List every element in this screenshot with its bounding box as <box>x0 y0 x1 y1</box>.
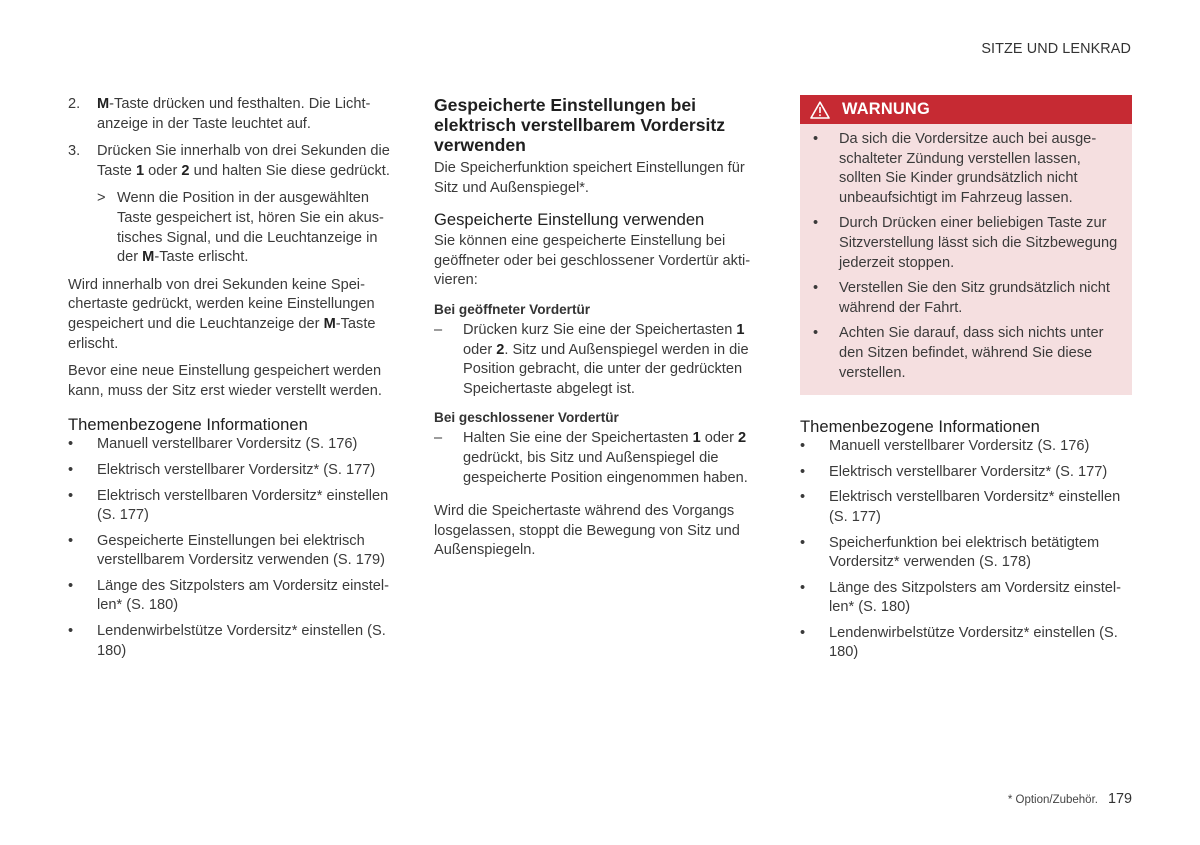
key-1-label: 1 <box>692 430 701 447</box>
key-2-label: 2 <box>738 430 747 447</box>
related-link-text: Länge des Sitzpolsters am Vordersitz einstellen* (S. 180) <box>829 579 1122 616</box>
warning-text: Verstellen Sie den Sitz grundsätzlich nicht während der Fahrt. <box>839 280 1110 316</box>
bullet-icon: • <box>68 487 74 504</box>
instruction-item <box>434 429 769 488</box>
step-number: 2. <box>68 96 81 112</box>
bullet-icon: • <box>800 534 806 551</box>
instruction-text: Drücken kurz Sie eine der Speichertasten <box>463 321 737 338</box>
related-link[interactable] <box>800 437 1132 457</box>
paragraph: Sie können eine gespeicherte Einstellung bei geöffneter oder bei geschlossener Vordertür aktivieren: <box>434 233 751 289</box>
instruction-text: oder <box>463 341 497 358</box>
bullet-icon: • <box>813 280 819 297</box>
related-link[interactable] <box>68 577 402 616</box>
warning-text: Achten Sie darauf, dass sich nichts unter den Sitzen befindet, während Sie diese verstellen. <box>839 325 1104 381</box>
instruction-text: Halten Sie eine der Speichertasten <box>463 430 693 447</box>
warning-item <box>810 214 1124 273</box>
related-list <box>800 437 1132 663</box>
related-link-text: Länge des Sitzpolsters am Vordersitz einstellen* (S. 180) <box>97 577 390 614</box>
warning-text: Durch Drücken einer beliebigen Taste zur Sitzverstellung lässt sich die Sitzbewegung jederzeit stoppen. <box>839 215 1118 271</box>
related-link-text: Elektrisch verstellbaren Vordersitz* einstellen (S. 177) <box>829 489 1121 525</box>
related-link-text: Manuell verstellbarer Vordersitz (S. 176) <box>829 438 1090 455</box>
key-2-label: 2 <box>496 341 505 358</box>
related-link-text: Elektrisch verstellbaren Vordersitz* einstellen (S. 177) <box>97 487 389 524</box>
related-link[interactable] <box>68 435 402 455</box>
related-link[interactable] <box>68 461 402 481</box>
related-link[interactable] <box>68 532 402 571</box>
step-result <box>97 189 402 267</box>
bullet-icon: • <box>68 461 74 478</box>
step-2 <box>68 95 402 134</box>
key-1-label: 1 <box>135 162 145 179</box>
subsection-heading: Gespeicherte Einstellung verwenden <box>434 210 705 230</box>
instruction-text: . Sitz und Außenspiegel werden in die Position gebracht, die unter der gedrückten Speichertaste abgelegt ist. <box>463 341 749 397</box>
result-arrow: > <box>97 190 106 207</box>
m-key-label: M <box>323 315 336 332</box>
step-text: oder <box>144 162 182 179</box>
closed-door-heading: Bei geschlossener Vordertür <box>434 410 619 426</box>
m-key-label: M <box>142 249 155 266</box>
related-link[interactable] <box>800 534 1132 573</box>
bullet-icon: • <box>800 624 806 641</box>
step-3 <box>68 142 402 181</box>
key-2-label: 2 <box>181 162 190 179</box>
open-door-heading: Bei geöffneter Vordertür <box>434 301 591 317</box>
footnote: * Option/Zubehör. <box>1007 794 1098 806</box>
warning-triangle-icon <box>810 101 830 119</box>
result-text: -Taste erlischt. <box>154 249 249 266</box>
bullet-icon: • <box>800 579 806 596</box>
warning-text: Da sich die Vordersitze auch bei ausgeschalteter Zündung verstellen lassen, sollten Sie Kinder grundsätzlich nicht unbeaufsichtigt im Fahrzeug lassen. <box>839 131 1097 206</box>
warning-header <box>800 95 1132 124</box>
related-link[interactable] <box>68 622 402 661</box>
related-link-text: Gespeicherte Einstellungen bei elektrisch verstellbarem Vordersitz verwenden (S. 179) <box>97 532 385 569</box>
paragraph-text: -Taste erlischt. <box>68 315 376 352</box>
section-heading: Gespeicherte Einstellungen bei elektrisch verstellbarem Vordersitz verwenden <box>434 95 726 155</box>
dash-marker: – <box>434 321 443 338</box>
warning-item <box>810 279 1124 318</box>
warning-list <box>800 124 1132 383</box>
related-link[interactable] <box>800 579 1132 618</box>
step-number: 3. <box>68 143 81 160</box>
related-link-text: Lendenwirbelstütze Vordersitz* einstellen (S. 180) <box>829 624 1118 661</box>
column-left <box>68 95 402 667</box>
page-footer <box>1008 790 1132 811</box>
key-1-label: 1 <box>736 321 745 338</box>
bullet-icon: • <box>68 623 74 640</box>
column-middle <box>434 95 769 569</box>
warning-item <box>810 130 1124 208</box>
bullet-icon: • <box>813 325 819 342</box>
column-right <box>800 95 1132 669</box>
related-link-text: Elektrisch verstellbarer Vordersitz* (S. 177) <box>829 463 1108 480</box>
bullet-icon: • <box>68 532 74 549</box>
step-text: -Taste drücken und festhalten. Die Lichtanzeige in der Taste leuchtet auf. <box>97 96 371 132</box>
warning-item <box>810 324 1124 383</box>
page-header-title: SITZE UND LENKRAD <box>981 41 1131 57</box>
related-list <box>68 435 402 661</box>
bullet-icon: • <box>800 489 806 506</box>
outro-paragraph: Wird die Speichertaste während des Vorgangs losgelassen, stoppt die Bewegung von Sitz und Außenspiegeln. <box>434 503 740 559</box>
warning-box <box>800 95 1132 395</box>
related-link-text: Speicherfunktion bei elektrisch betätigtem Vordersitz* verwenden (S. 178) <box>829 534 1100 571</box>
step-text: und halten Sie diese gedrückt. <box>189 162 390 179</box>
dash-marker: – <box>434 430 443 447</box>
related-link-text: Manuell verstellbarer Vordersitz (S. 176) <box>97 436 358 453</box>
bullet-icon: • <box>813 131 819 147</box>
paragraph-text: Wird innerhalb von drei Sekunden keine Speichertaste gedrückt, werden keine Einstellungen gespeichert und die Leuchtanzeige der <box>68 276 375 332</box>
related-heading: Themenbezogene Informationen <box>68 415 308 435</box>
related-link[interactable] <box>800 624 1132 663</box>
paragraph <box>68 276 402 354</box>
intro-paragraph: Die Speicherfunktion speichert Einstellungen für Sitz und Außenspiegel*. <box>434 160 745 196</box>
bullet-icon: • <box>800 463 806 480</box>
result-text: Wenn die Position in der ausgewählten Taste gespeichert ist, hören Sie ein akustisches Signal, und die Leuchtanzeige in der <box>117 190 384 266</box>
paragraph: Bevor eine neue Einstellung gespeichert werden kann, muss der Sitz erst wieder verstellt werden. <box>68 363 382 399</box>
warning-title: WARNUNG <box>842 99 930 118</box>
related-link-text: Elektrisch verstellbarer Vordersitz* (S. 177) <box>97 461 376 478</box>
page-number: 179 <box>1107 791 1132 807</box>
related-link[interactable] <box>800 463 1132 483</box>
instruction-item <box>434 321 769 399</box>
related-link[interactable] <box>800 488 1132 527</box>
bullet-icon: • <box>800 438 806 455</box>
related-link[interactable] <box>68 487 402 526</box>
related-heading: Themenbezogene Informationen <box>800 417 1040 437</box>
step-text: Drücken Sie innerhalb von drei Sekunden die Taste <box>97 143 390 179</box>
bullet-icon: • <box>68 436 74 453</box>
bullet-icon: • <box>813 215 819 232</box>
instruction-text: oder <box>700 430 739 447</box>
instruction-text: gedrückt, bis Sitz und Außenspiegel die gespeicherte Position eingenommen haben. <box>463 449 748 486</box>
bullet-icon: • <box>68 577 74 594</box>
related-link-text: Lendenwirbelstütze Vordersitz* einstellen (S. 180) <box>97 623 386 659</box>
m-key-label: M <box>97 96 110 112</box>
